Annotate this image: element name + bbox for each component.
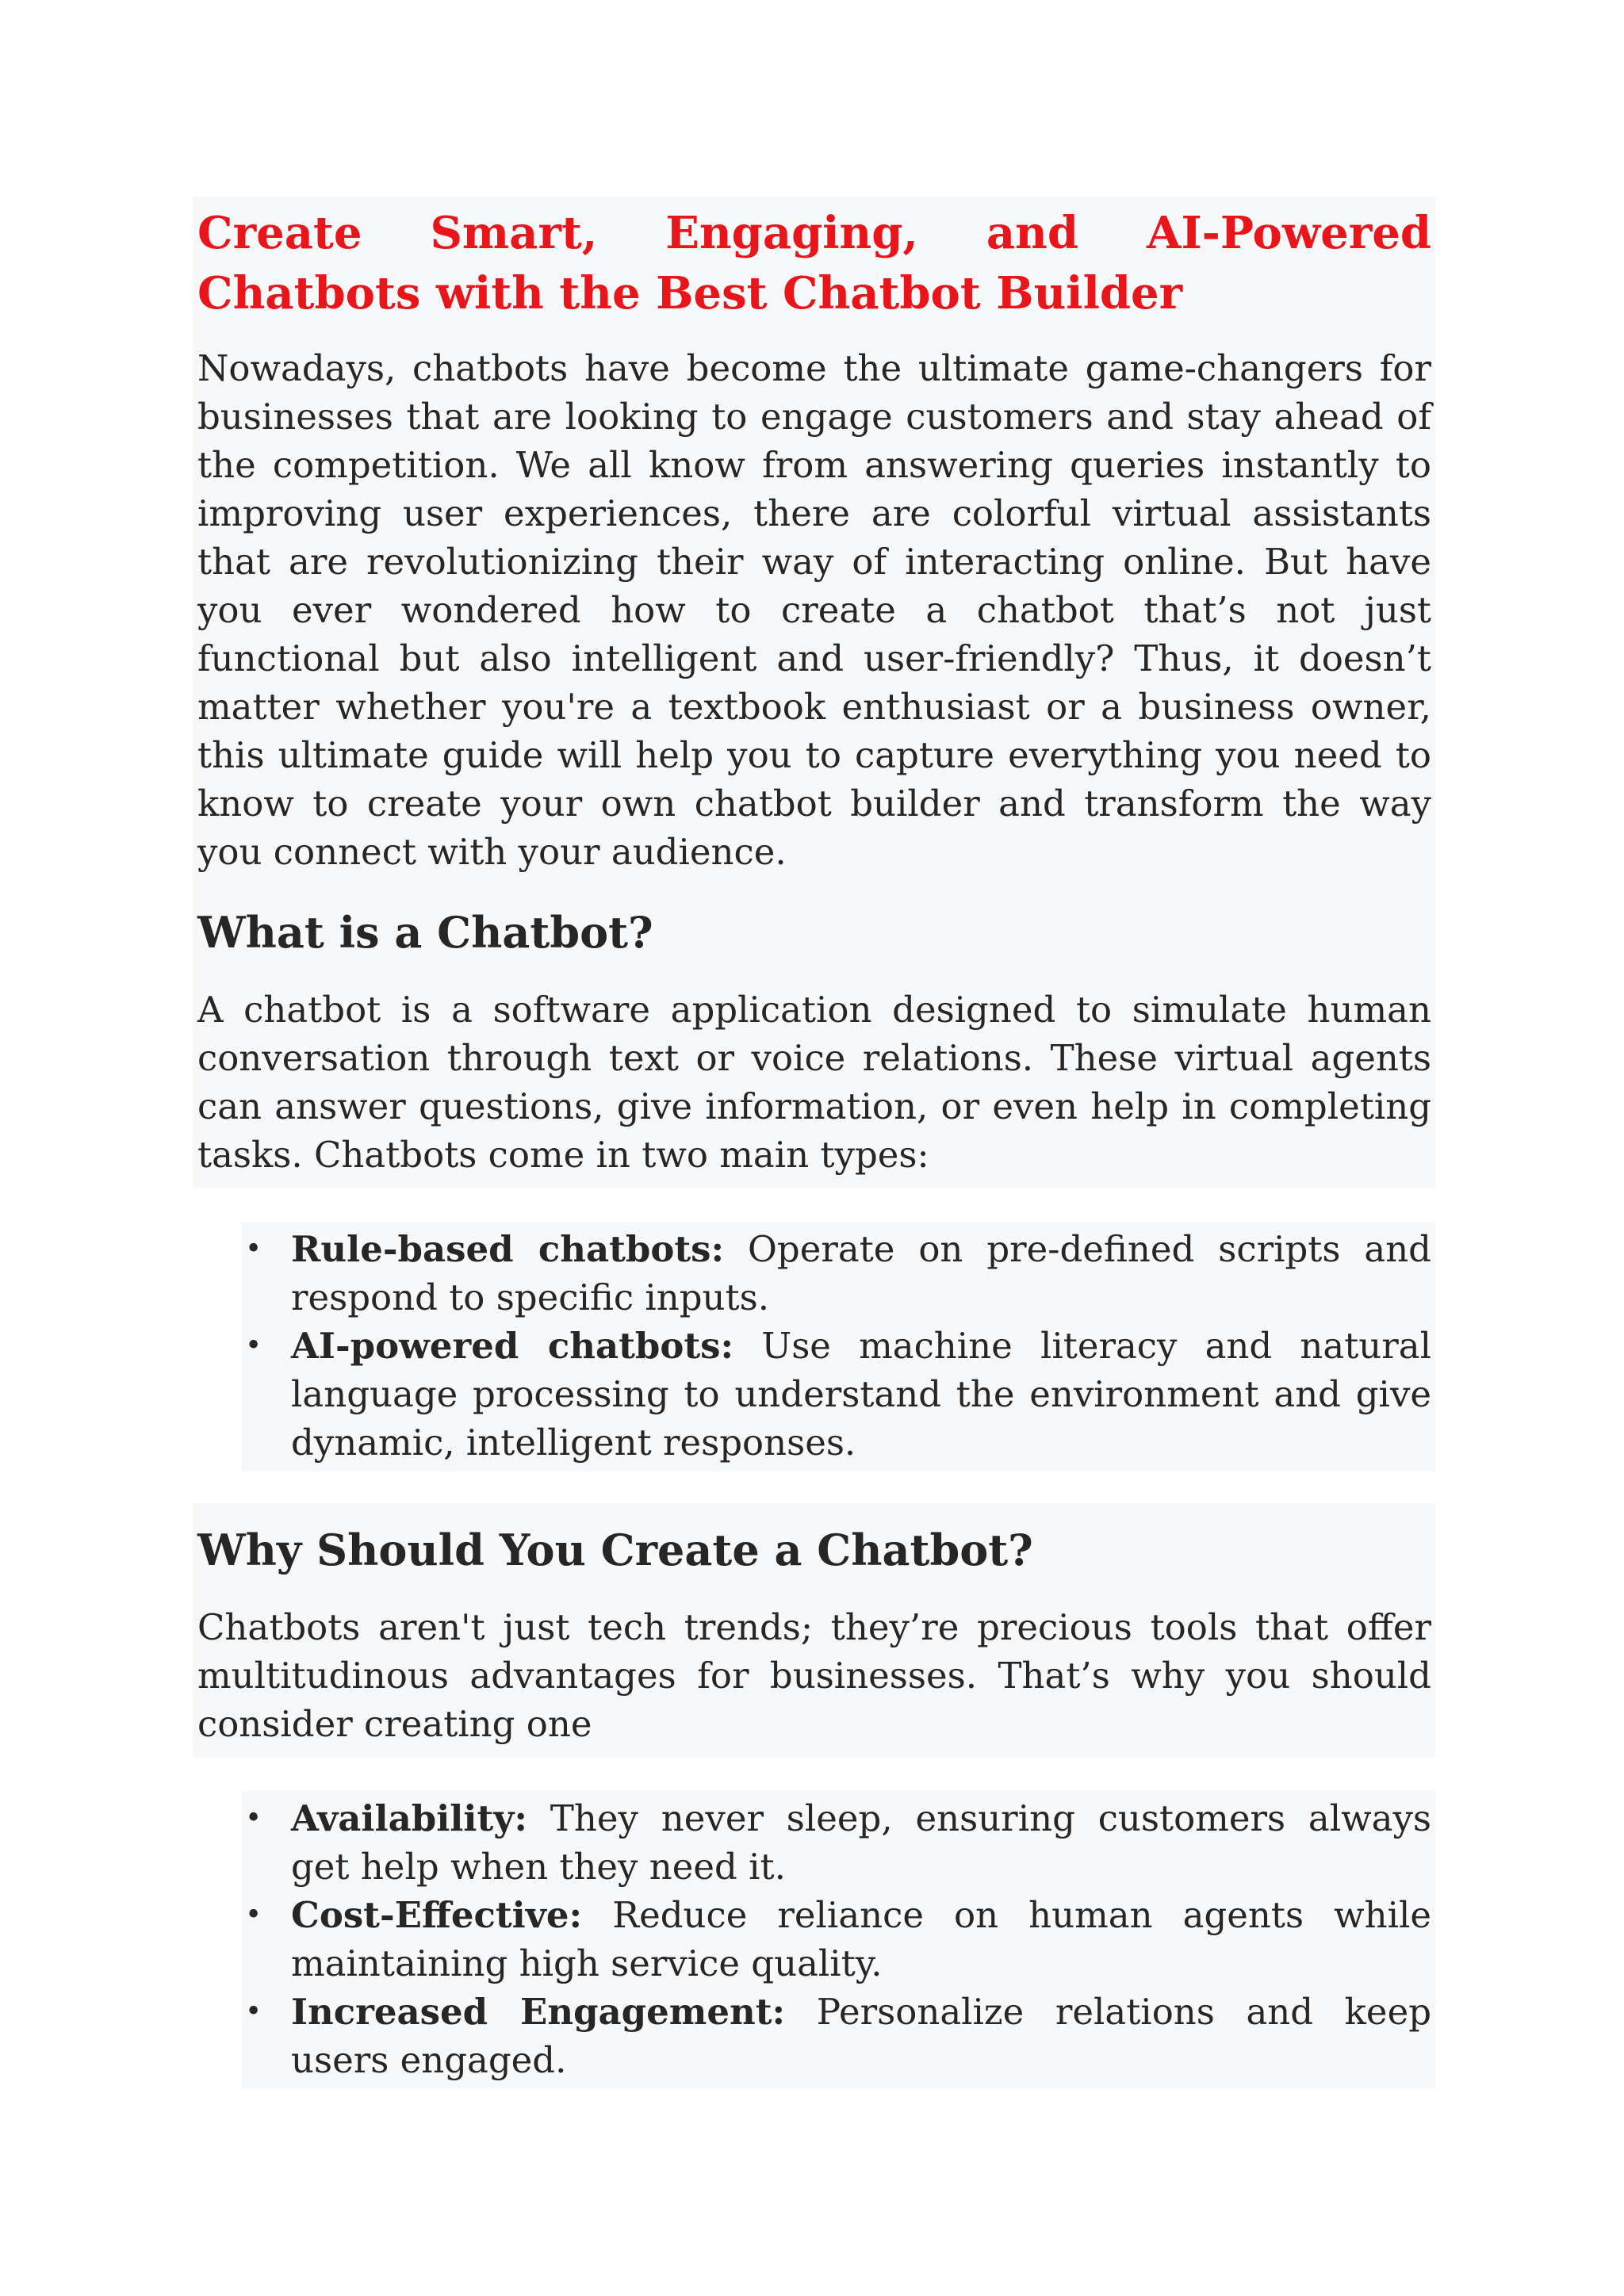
list-item-text: They never sleep, ensuring customers always get help when they need it. (291, 1797, 1431, 1888)
list-item-term: Increased Engagement: (291, 1991, 786, 2033)
list-item-term: Cost-Effective: (291, 1894, 583, 1936)
list-item-text: Personalize relations and keep users engaged. (291, 1991, 1432, 2081)
list-item (242, 1794, 1431, 1891)
title-block (193, 197, 1436, 1188)
why-paragraph: Chatbots aren't just tech trends; they’re precious tools that offer multitudinous advantages for businesses. That’s why you should consider creating one (197, 1606, 1431, 1745)
intro-paragraph: Nowadays, chatbots have become the ultimate game-changers for businesses that are looking to engage customers and stay ahead of the competition. We all know from answering queries instantly to improving user experiences, there are colorful virtual assistants that are revolutionizing their way of interacting online. But have you ever wondered how to create a chatbot that’s not just functional but also intelligent and user-friendly? Thus, it doesn’t matter whether you're a textbook enthusiast or a business owner, this ultimate guide will help you to capture everything you need to know to create your own chatbot builder and transform the way you connect with your audience. (197, 347, 1431, 873)
list-item-term: Availability: (291, 1797, 528, 1839)
list-item-term: AI-powered chatbots: (291, 1325, 734, 1367)
list-item (242, 1225, 1431, 1322)
bullet-icon: • (245, 1233, 262, 1265)
list-item-text: Reduce reliance on human agents while maintaining high service quality. (291, 1894, 1431, 1984)
why-list-block (242, 1791, 1436, 2089)
document-title: Create Smart, Engaging, and AI-Powered Chatbots with the Best Chatbot Builder (197, 207, 1431, 320)
bullet-icon: • (245, 1802, 262, 1835)
list-item (242, 1322, 1431, 1467)
what-paragraph: A chatbot is a software application designed to simulate human conversation through text or voice relations. These virtual agents can answer questions, give information, or even help in completing tasks. Chatbots come in two main types: (197, 989, 1431, 1176)
list-item (242, 1891, 1431, 1988)
chatbot-types-list (242, 1225, 1431, 1467)
list-item-term: Rule-based chatbots: (291, 1228, 725, 1270)
section-heading-why: Why Should You Create a Chatbot? (197, 1525, 1033, 1575)
section-heading-what: What is a Chatbot? (197, 907, 653, 958)
benefits-list (242, 1794, 1431, 2084)
why-block (193, 1503, 1436, 1758)
what-list-block (242, 1222, 1436, 1471)
list-item-text: Operate on pre-defined scripts and respond to specific inputs. (291, 1228, 1431, 1318)
bullet-icon: • (245, 1330, 262, 1362)
bullet-icon: • (245, 1996, 262, 2028)
document-page (193, 197, 1436, 2089)
list-item-text: Use machine literacy and natural language processing to understand the environment and give dynamic, intelligent responses. (291, 1325, 1432, 1464)
list-item (242, 1988, 1431, 2084)
bullet-icon: • (245, 1899, 262, 1931)
